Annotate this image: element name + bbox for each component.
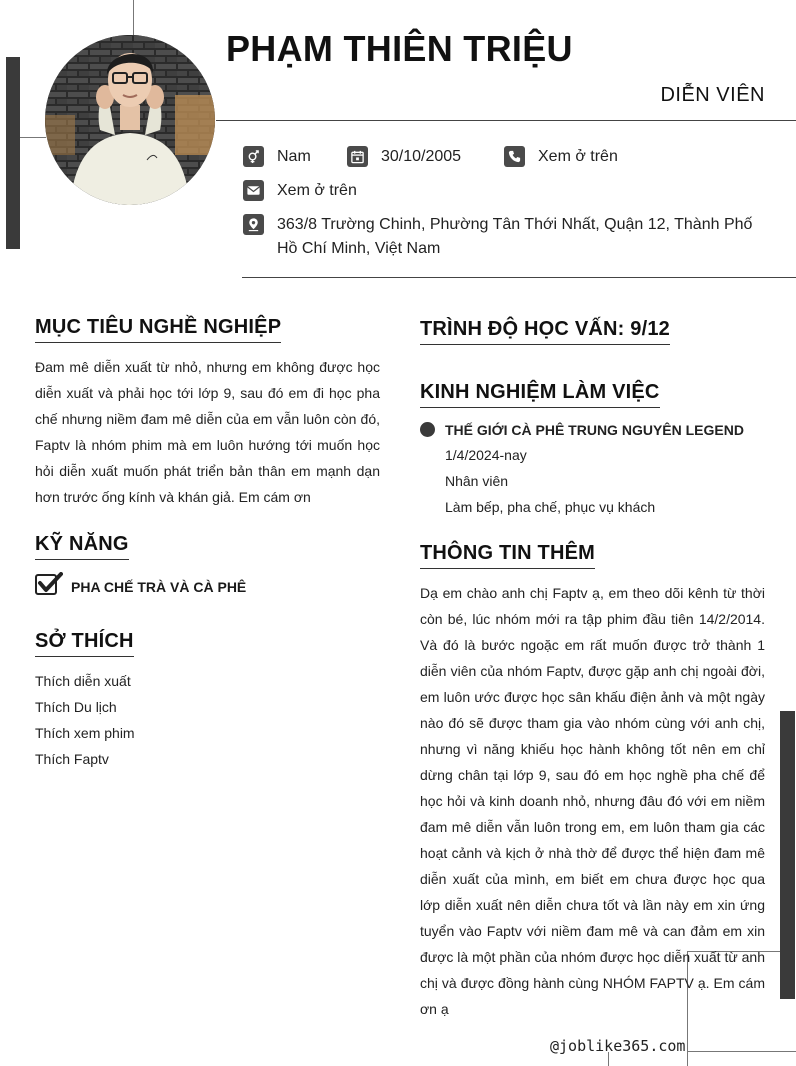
address-value: 363/8 Trường Chinh, Phường Tân Thới Nhất, Quận 12, Thành Phố Hồ Chí Minh, Việt Nam (277, 216, 753, 257)
education-heading: TRÌNH ĐỘ HỌC VẤN: 9/12 (420, 318, 670, 345)
experience-position: Nhân viên (445, 473, 509, 489)
gender-icon (243, 146, 264, 167)
job-title: DIỄN VIÊN (660, 84, 765, 106)
address-row (243, 214, 277, 235)
objective-heading: MỤC TIÊU NGHỀ NGHIỆP (35, 316, 281, 343)
bullet-dot-icon (420, 422, 435, 437)
skill-label: PHA CHẾ TRÀ VÀ CÀ PHÊ (71, 578, 247, 595)
watermark: @joblike365.com (550, 1037, 686, 1055)
email-icon (243, 180, 264, 201)
experience-company: THẾ GIỚI CÀ PHÊ TRUNG NGUYÊN LEGEND (445, 422, 744, 438)
avatar-horizontal-line (20, 137, 46, 138)
email-row (243, 180, 357, 201)
additional-info-text: Dạ em chào anh chị Faptv ạ, em theo dõi kênh từ thời còn bé, lúc nhóm mới ra tập phim đầu tiên 14/2/2014. Và đó là bước ngoặc em rất muốn được trở thành 1 diễn viên của nhóm Faptv, được gặp anh chị ngoài đời, em luôn ước được học sân khấu điện ảnh và một ngày nào đó sẽ được tham gia vào nhóm cùng với anh chị, nhưng vì năng khiếu học hành không tốt nên em chỉ dừng chân tại lớp 9, sau đó em học nghề pha chế để học hỏi và kinh doanh nhỏ, nhưng đâu đó với em niềm đam mê diễn vẫn luôn trong em, em luôn tham gia các hoạt cảnh và kịch ở nhà thờ để được thể hiện đam mê diễn xuất của mình, em biết em chưa được học qua lớp diễn xuất nên diễn chưa tốt và lần này em xin ứng tuyển vào Faptv với niềm đam mê và can đảm em xin được là một phần của nhóm được học diễn xuất từ anh chị và được đồng hành cùng NHÓM FAPTV ạ. Em cám ơn ạ (420, 585, 765, 1017)
gender-row (243, 146, 311, 167)
location-pin-icon (243, 214, 264, 235)
avatar-vertical-line (133, 0, 134, 36)
experience-period: 1/4/2024-nay (445, 447, 527, 463)
phone-value: Xem ở trên (538, 147, 618, 165)
hobby-item: Thích diễn xuất (35, 673, 131, 689)
left-accent-bar (6, 57, 20, 249)
phone-icon (504, 146, 525, 167)
phone-row (504, 146, 618, 167)
hobbies-heading: SỞ THÍCH (35, 630, 134, 657)
right-accent-bar (780, 711, 795, 999)
gender-value: Nam (277, 147, 311, 165)
birthdate-value: 30/10/2005 (381, 147, 462, 165)
contact-divider (242, 277, 796, 278)
avatar (45, 35, 215, 205)
hobby-item: Thích Faptv (35, 751, 109, 767)
skills-heading: KỸ NĂNG (35, 533, 129, 560)
additional-info-heading: THÔNG TIN THÊM (420, 542, 595, 569)
header-divider (216, 120, 796, 121)
experience-heading: KINH NGHIỆM LÀM VIỆC (420, 381, 660, 408)
hobbies-list (35, 668, 135, 772)
email-value: Xem ở trên (277, 181, 357, 199)
hobby-item: Thích Du lịch (35, 699, 117, 715)
hobby-item: Thích xem phim (35, 725, 135, 741)
candidate-name: PHẠM THIÊN TRIỆU (226, 28, 573, 69)
footer-frame-bottom (687, 1051, 796, 1052)
birthdate-row (347, 146, 461, 167)
experience-description: Làm bếp, pha chế, phục vụ khách (445, 499, 656, 515)
checkbox-checked-icon (35, 572, 63, 601)
skill-item (35, 572, 246, 601)
objective-text: Đam mê diễn xuất từ nhỏ, nhưng em không được học diễn xuất và phải học tới lớp 9, sau đó em đi học pha chế nhưng niềm đam mê diễn của em vẫn luôn còn đó, Faptv là nhóm phim mà em luôn hướng tới muốn học hỏi diễn xuất muốn phát triển bản thân em mạnh dạn hơn trước ống kính và khán giả. Em cám ơn (35, 359, 380, 505)
calendar-icon (347, 146, 368, 167)
